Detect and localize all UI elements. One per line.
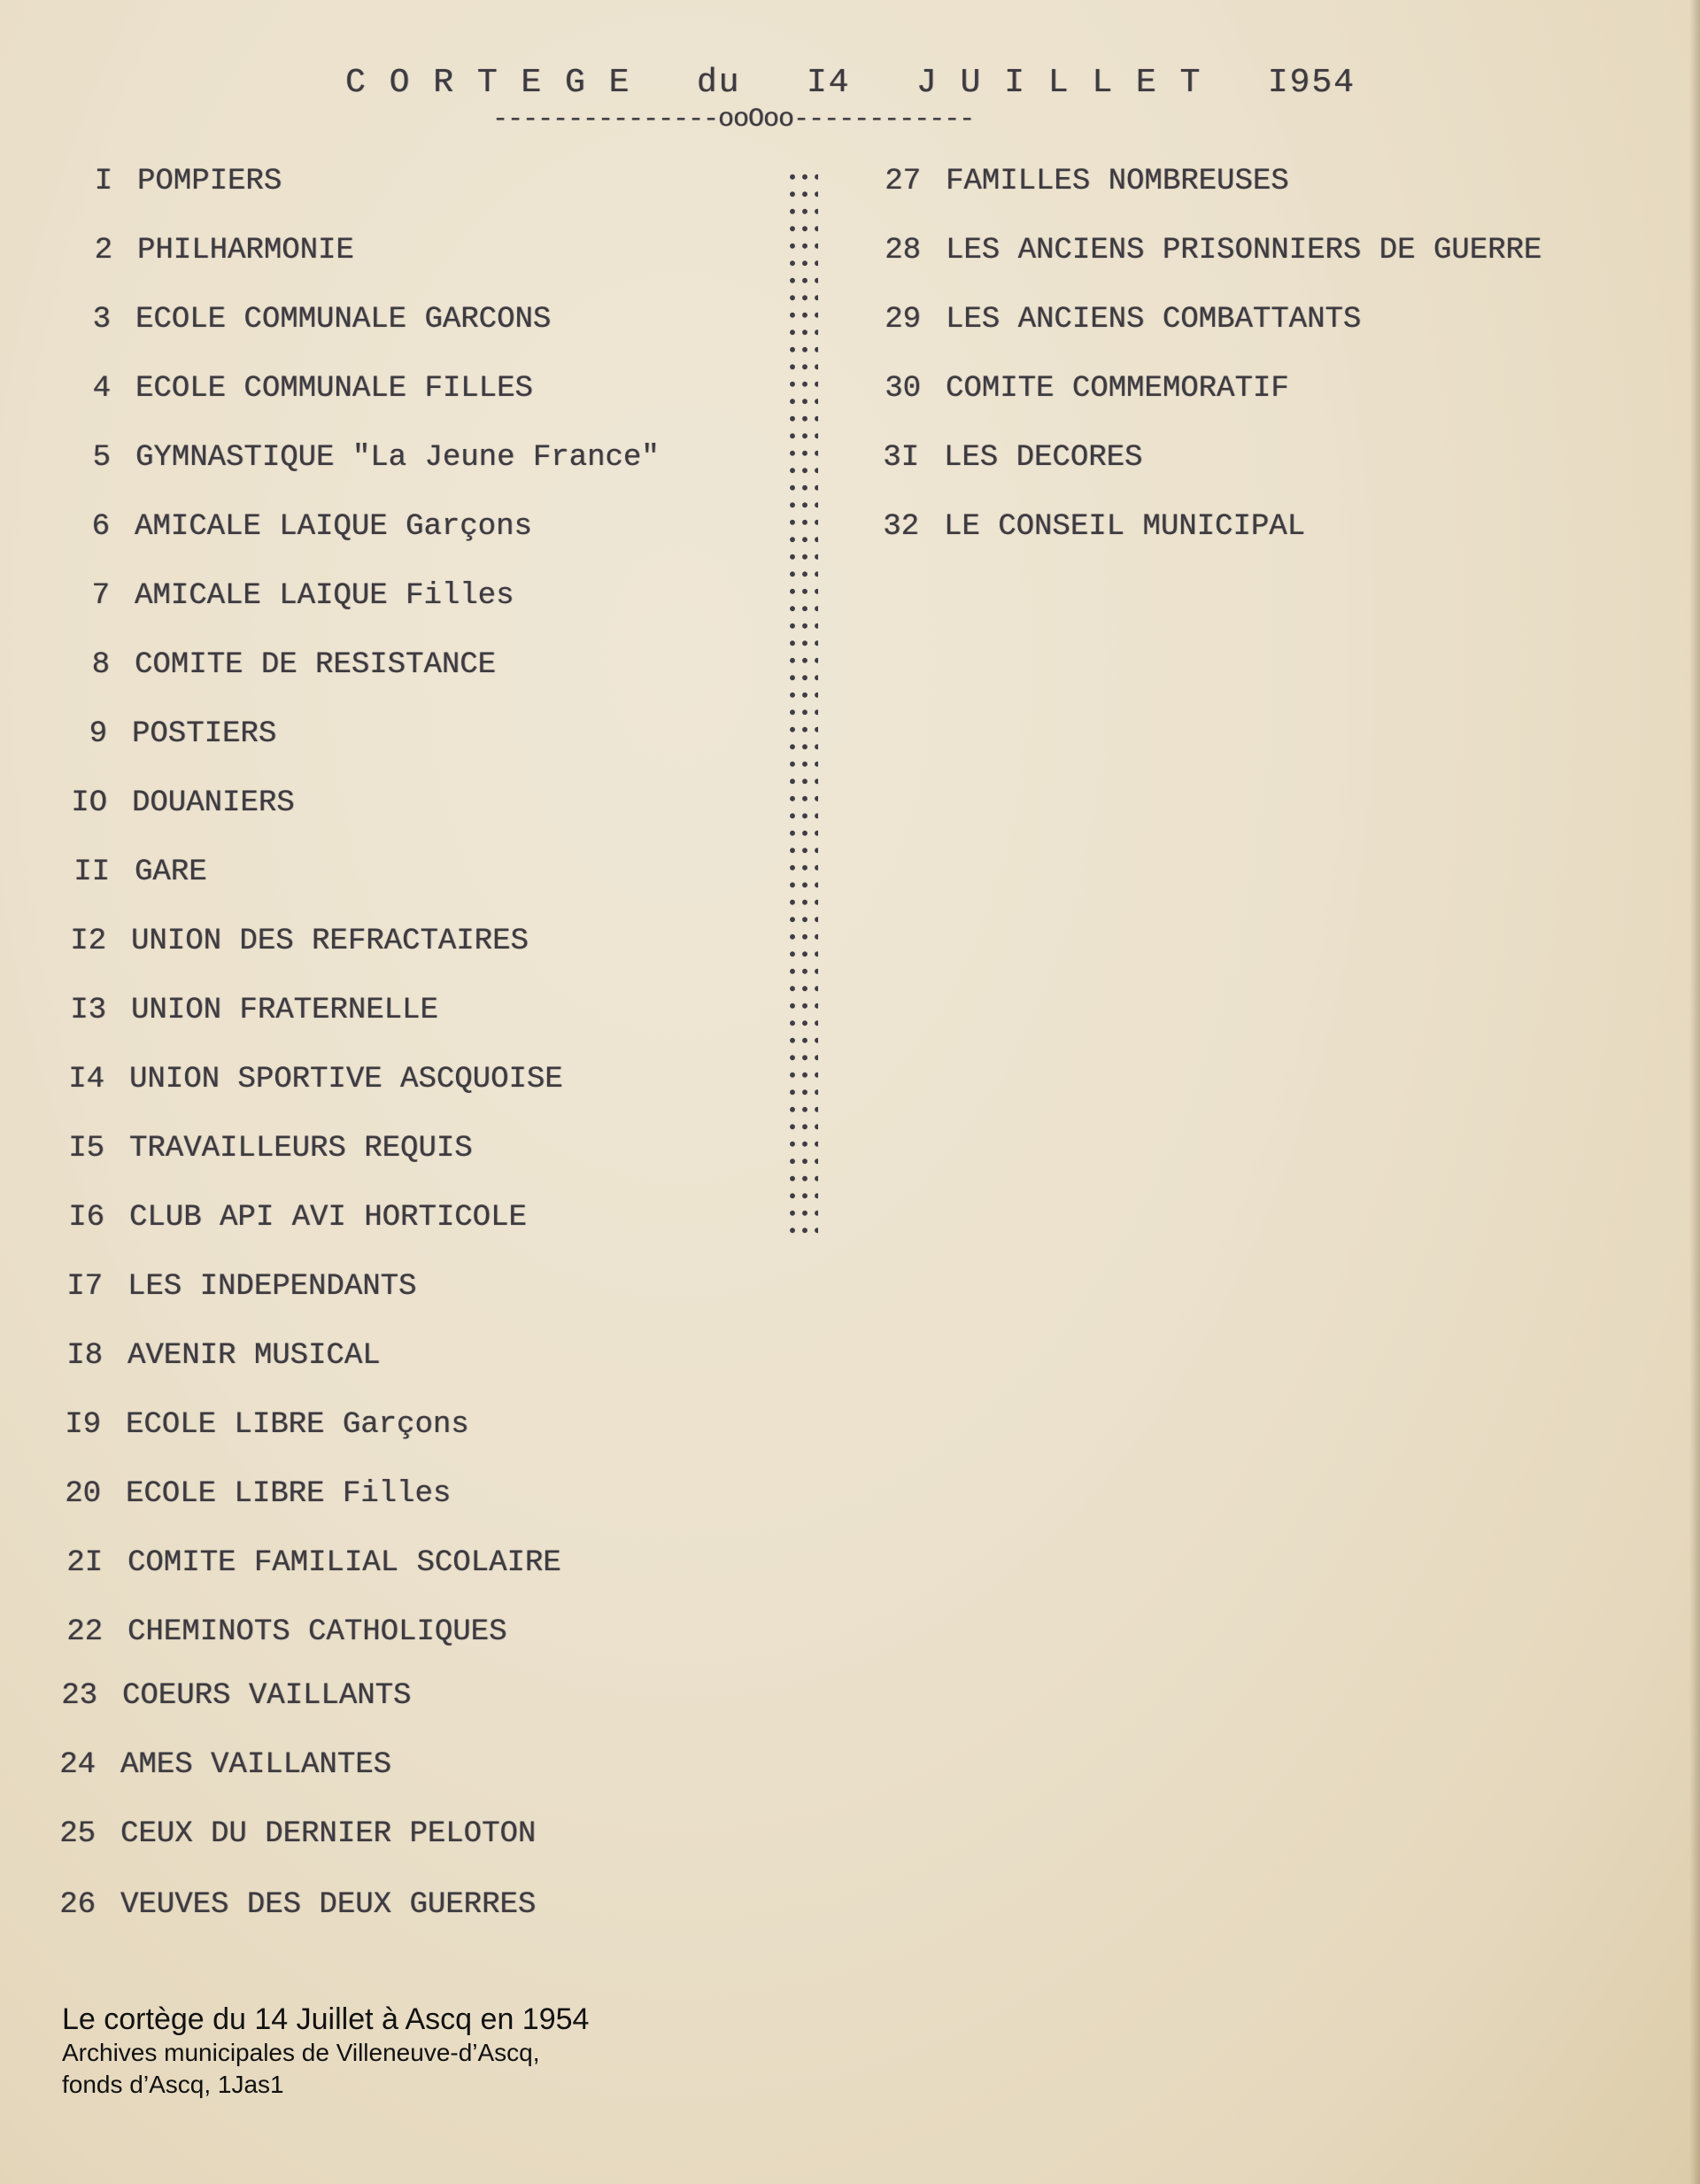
entry-label: AMICALE LAIQUE Garçons	[135, 510, 532, 544]
entry-number: 24	[59, 1748, 96, 1782]
entry-label: COMITE FAMILIAL SCOLAIRE	[128, 1546, 561, 1580]
entry-label: COMITE COMMEMORATIF	[946, 372, 1289, 406]
list-item	[65, 1408, 469, 1442]
entry-number: I4	[68, 1063, 104, 1096]
list-item	[94, 234, 354, 267]
entry-label: CLUB API AVI HORTICOLE	[129, 1201, 527, 1235]
entry-number: I8	[66, 1339, 103, 1373]
entry-label: AMES VAILLANTES	[120, 1748, 392, 1782]
list-item	[885, 234, 1542, 267]
entry-number: 7	[91, 579, 110, 613]
entry-number: I7	[66, 1270, 103, 1304]
list-item	[883, 510, 1306, 544]
list-item	[66, 1546, 561, 1580]
entry-label: COMITE DE RESISTANCE	[135, 648, 497, 682]
list-item	[883, 441, 1143, 475]
caption-source-line: Archives municipales de Villeneuve-d’Ascq,	[62, 2039, 540, 2066]
list-item	[65, 1477, 452, 1511]
entry-number: I5	[68, 1132, 104, 1166]
list-item	[73, 856, 207, 889]
entry-number: 3	[92, 303, 111, 337]
archive-caption	[62, 2002, 589, 2101]
list-item	[70, 994, 438, 1027]
entry-label: LES INDEPENDANTS	[128, 1270, 417, 1304]
entry-label: DOUANIERS	[132, 786, 295, 820]
list-item	[91, 510, 532, 544]
entry-number: 22	[66, 1615, 103, 1649]
entry-label: GYMNASTIQUE "La Jeune France"	[135, 441, 660, 475]
list-item	[89, 717, 277, 751]
entry-label: CHEMINOTS CATHOLIQUES	[128, 1615, 507, 1649]
list-item	[92, 303, 552, 337]
entry-label: UNION FRATERNELLE	[131, 994, 438, 1027]
list-item	[59, 1888, 537, 1922]
page-edge-shadow	[1689, 0, 1700, 2184]
entry-label: LES ANCIENS COMBATTANTS	[946, 303, 1362, 337]
entry-label: FAMILLES NOMBREUSES	[946, 165, 1289, 198]
entry-number: 6	[91, 510, 110, 544]
list-item	[59, 1817, 537, 1851]
entry-number: 32	[883, 510, 919, 544]
entry-number: 2	[94, 234, 112, 267]
caption-title: Le cortège du 14 Juillet à Ascq en 1954	[62, 2002, 590, 2036]
entry-label: CEUX DU DERNIER PELOTON	[120, 1817, 537, 1851]
entry-number: I6	[68, 1201, 104, 1235]
entry-label: UNION SPORTIVE ASCQUOISE	[129, 1063, 563, 1096]
list-item	[91, 648, 497, 682]
entry-label: ECOLE COMMUNALE FILLES	[135, 372, 533, 406]
entry-label: TRAVAILLEURS REQUIS	[129, 1132, 473, 1166]
entry-label: PHILHARMONIE	[137, 234, 354, 267]
list-item	[66, 1339, 381, 1373]
entry-number: 8	[91, 648, 110, 682]
list-item	[61, 1679, 412, 1713]
list-item	[71, 786, 295, 820]
entry-label: POSTIERS	[132, 717, 277, 751]
column-separator	[786, 168, 818, 1240]
entry-label: UNION DES REFRACTAIRES	[131, 925, 529, 958]
entry-label: LES ANCIENS PRISONNIERS DE GUERRE	[946, 234, 1542, 267]
entry-label: VEUVES DES DEUX GUERRES	[120, 1888, 537, 1922]
caption-reference-line: fonds d’Ascq, 1Jas1	[62, 2071, 284, 2098]
entry-number: 28	[885, 234, 921, 267]
entry-label: ECOLE LIBRE Garçons	[126, 1408, 469, 1442]
entry-label: LE CONSEIL MUNICIPAL	[944, 510, 1306, 544]
entry-number: IO	[71, 786, 107, 820]
entry-label: ECOLE LIBRE Filles	[126, 1477, 452, 1511]
entry-number: I9	[65, 1408, 101, 1442]
list-item	[91, 579, 514, 613]
list-item	[885, 372, 1289, 406]
list-item	[92, 372, 533, 406]
list-item	[885, 165, 1289, 198]
list-item	[68, 1201, 527, 1235]
entry-number: 4	[92, 372, 111, 406]
list-item	[59, 1748, 392, 1782]
entry-label: COEURS VAILLANTS	[122, 1679, 412, 1713]
list-item	[885, 303, 1362, 337]
entry-number: 2I	[66, 1546, 103, 1580]
entry-number: I2	[70, 925, 106, 958]
list-item	[92, 441, 660, 475]
list-item	[66, 1615, 507, 1649]
list-item	[68, 1063, 563, 1096]
entry-label: ECOLE COMMUNALE GARCONS	[135, 303, 552, 337]
list-item	[70, 925, 529, 958]
list-item	[68, 1132, 473, 1166]
entry-number: 20	[65, 1477, 101, 1511]
entry-number: 29	[885, 303, 921, 337]
entry-label: AVENIR MUSICAL	[128, 1339, 381, 1373]
entry-number: 9	[89, 717, 107, 751]
entry-number: I	[94, 165, 112, 198]
entry-number: 30	[885, 372, 921, 406]
entry-number: 23	[61, 1679, 97, 1713]
document-title: C O R T E G E du I4 J U I L L E T I954	[345, 64, 1356, 102]
entry-label: AMICALE LAIQUE Filles	[135, 579, 514, 613]
entry-number: 26	[59, 1888, 96, 1922]
entry-number: 27	[885, 165, 921, 198]
entry-number: I3	[70, 994, 106, 1027]
list-item	[94, 165, 282, 198]
entry-label: POMPIERS	[137, 165, 282, 198]
entry-label: GARE	[135, 856, 207, 889]
title-underline: ---------------ooOoo------------	[492, 105, 975, 135]
entry-number: II	[73, 856, 110, 889]
entry-number: 3I	[883, 441, 919, 475]
entry-number: 5	[92, 441, 111, 475]
list-item	[66, 1270, 417, 1304]
entry-label: LES DECORES	[944, 441, 1143, 475]
entry-number: 25	[59, 1817, 96, 1851]
